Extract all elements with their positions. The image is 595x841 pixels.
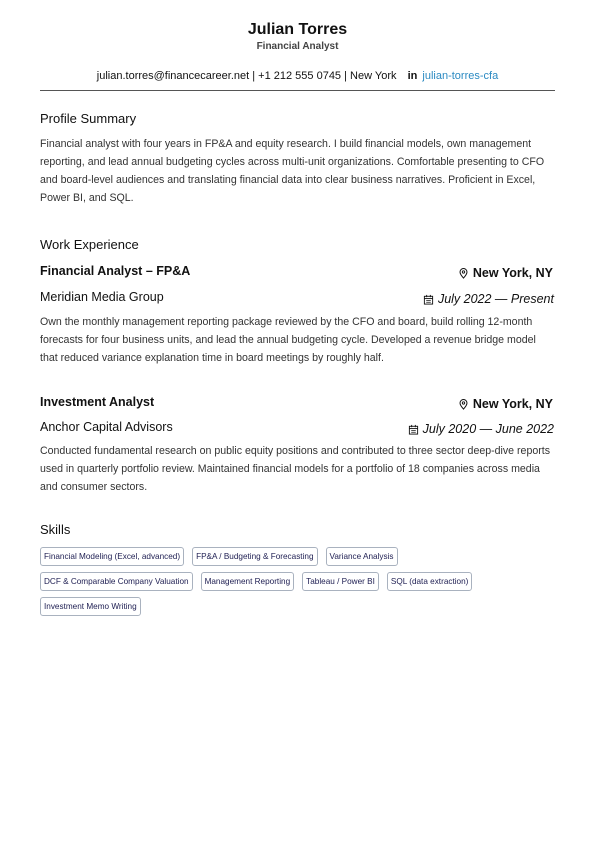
job-location-text: New York, NY — [472, 397, 553, 411]
skill-tag: Variance Analysis — [326, 547, 398, 566]
header-divider — [40, 90, 555, 91]
job-location-text: New York, NY — [472, 266, 553, 280]
skill-tag: FP&A / Budgeting & Forecasting — [192, 547, 317, 566]
job-description: Own the monthly management reporting package reviewed by the CFO and board, build rolling 12-month forecasts for four business units, and lead the annual budgeting cycle. Developed a revenue bridge model that reduced variance explanation time in board meetings by roughly half. — [40, 316, 536, 364]
job-title: Financial Analyst – FP&A — [40, 264, 191, 278]
linkedin-link[interactable]: julian-torres-cfa — [422, 70, 499, 82]
job-dates — [408, 421, 554, 437]
job-dates — [423, 291, 554, 307]
profile-summary-heading: Profile Summary — [40, 111, 137, 126]
skill-tag: Management Reporting — [201, 572, 295, 591]
skills-row — [40, 597, 510, 616]
job-company: Meridian Media Group — [40, 290, 164, 304]
skill-tag: Investment Memo Writing — [40, 597, 141, 616]
skill-tag: Financial Modeling (Excel, advanced) — [40, 547, 184, 566]
map-pin-icon — [458, 399, 469, 410]
linkedin-icon: in — [407, 70, 418, 82]
job-title: Investment Analyst — [40, 395, 155, 409]
resume-header — [0, 20, 595, 53]
skills-row — [40, 547, 510, 566]
skill-tag: SQL (data extraction) — [387, 572, 473, 591]
profile-summary-text: Financial analyst with four years in FP&A and equity research. I build financial models, own management reporting, and lead annual budgeting cycles across multi-unit organizations. Comfortable presenting to CFO and board-level audiences and translating financial data into clear business narratives. Proficient in Excel, Power BI, and SQL. — [40, 138, 545, 204]
job-description: Conducted fundamental research on public equity positions and contributed to three sector deep-dive reports used in quarterly portfolio review. Maintained financial models for a portfolio of 18 companies across media and consumer sectors. — [40, 445, 550, 493]
skills-list — [40, 547, 510, 622]
job-location — [458, 396, 553, 412]
contact-line — [0, 69, 595, 83]
calendar-icon — [408, 424, 419, 435]
calendar-icon — [423, 294, 434, 305]
job-location — [458, 265, 553, 281]
skills-row — [40, 572, 510, 591]
skill-tag: Tableau / Power BI — [302, 572, 379, 591]
job-dates-text: July 2022 — Present — [437, 292, 554, 306]
skills-heading: Skills — [40, 522, 71, 537]
skill-tag: DCF & Comparable Company Valuation — [40, 572, 193, 591]
job-dates-text: July 2020 — June 2022 — [422, 422, 554, 436]
candidate-name: Julian Torres — [247, 21, 348, 38]
map-pin-icon — [458, 268, 469, 279]
contact-details: julian.torres@financecareer.net | +1 212 555 0745 | New York — [96, 70, 397, 82]
candidate-title: Financial Analyst — [256, 41, 339, 52]
job-company: Anchor Capital Advisors — [40, 420, 173, 434]
work-experience-heading: Work Experience — [40, 237, 139, 252]
